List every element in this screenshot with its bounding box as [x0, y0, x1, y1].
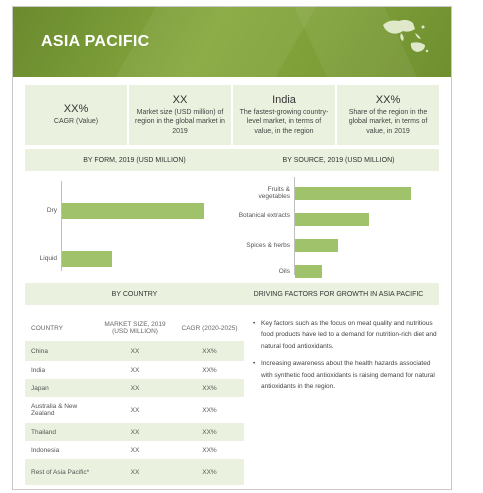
by-country-heading: BY COUNTRY: [25, 283, 244, 305]
kpi-value: XX: [172, 93, 188, 106]
category-label: Fruits & vegetables: [258, 185, 290, 201]
column-header-market-size: MARKET SIZE, 2019 (USD MILLION): [104, 321, 166, 335]
driving-factor-text: Increasing awareness about the health hazards associated with synthetic food antioxidants is raising demand for natural antioxidants in the region.: [261, 360, 435, 390]
market-size-cell: XX: [95, 341, 175, 361]
column-header-country: COUNTRY: [31, 324, 64, 332]
driving-factor-item: [253, 358, 439, 392]
by-form-heading: BY FORM, 2019 (USD MILLION): [25, 149, 244, 171]
header-banner: [13, 7, 451, 77]
kpi-label: Market size (USD million) of region in the global market in 2019: [135, 108, 225, 135]
bar: [295, 239, 338, 252]
cagr-cell: XX%: [202, 406, 217, 414]
kpi-label: Share of the region in the global market, in terms of value, in 2019: [348, 108, 428, 135]
kpi-market-size: [129, 85, 231, 145]
market-size-cell: XX: [130, 446, 140, 454]
cagr-cell: XX%: [175, 341, 244, 361]
market-size-cell: XX: [95, 379, 175, 397]
kpi-fastest-growing: [233, 85, 335, 145]
table-row: [25, 423, 244, 441]
market-size-cell: XX: [130, 366, 140, 374]
market-size-cell: XX: [95, 423, 175, 441]
cagr-cell: XX%: [202, 446, 217, 454]
category-label: Oils: [278, 267, 290, 275]
by-source-heading: BY SOURCE, 2019 (USD MILLION): [238, 149, 439, 171]
table-row: [25, 361, 244, 379]
country-cell: Australia & New Zealand: [31, 403, 78, 417]
category-label: Dry: [46, 207, 57, 214]
driving-factor-text: Key factors such as the focus on meat quality and nutritious food products have led to a demand for nutrition-rich diet and natural food antioxidants.: [261, 320, 437, 350]
kpi-label: CAGR (Value): [53, 118, 99, 126]
kpi-row: [25, 85, 439, 145]
bullet-icon: •: [253, 320, 256, 327]
country-cell: China: [25, 341, 95, 361]
by-source-chart: [238, 175, 439, 279]
bar: [295, 213, 369, 226]
bar: [295, 265, 322, 278]
driving-factors-list: [253, 318, 439, 398]
cagr-cell: XX%: [175, 379, 244, 397]
country-cell: Rest of Asia Pacific*: [25, 459, 95, 485]
kpi-value: XX%: [375, 93, 401, 106]
kpi-value: XX%: [63, 103, 89, 116]
cagr-cell: XX%: [175, 423, 244, 441]
table-row: [25, 341, 244, 361]
country-cell: India: [31, 366, 46, 374]
cagr-cell: XX%: [175, 459, 244, 485]
bar: [62, 203, 204, 219]
kpi-label: The fastest-growing country-level market, in terms of value, in the region: [239, 108, 329, 135]
country-cell: Thailand: [25, 423, 95, 441]
kpi-region-share: [337, 85, 439, 145]
page-title: ASIA PACIFIC: [41, 33, 150, 50]
bar: [62, 251, 112, 267]
asia-pacific-map-icon: [379, 15, 431, 55]
country-table: [25, 315, 244, 485]
table-row: [25, 379, 244, 397]
column-header-cagr: CAGR (2020-2025): [181, 324, 238, 332]
by-form-chart: [25, 175, 244, 279]
driving-factor-item: [253, 318, 439, 352]
infographic-frame: [12, 6, 452, 490]
category-label: Spices & herbs: [246, 241, 290, 249]
country-cell: Japan: [25, 379, 95, 397]
market-size-cell: XX: [95, 459, 175, 485]
table-row: [25, 441, 244, 459]
bullet-icon: •: [253, 360, 256, 368]
kpi-cagr: [25, 85, 127, 145]
table-row: [25, 459, 244, 485]
table-header-row: [25, 315, 244, 341]
market-size-cell: XX: [130, 406, 140, 414]
driving-factors-heading: DRIVING FACTORS FOR GROWTH IN ASIA PACIFIC: [238, 283, 439, 305]
kpi-value: India: [272, 93, 296, 106]
table-row: [25, 397, 244, 423]
cagr-cell: XX%: [202, 366, 217, 374]
category-label: Liquid: [39, 255, 57, 262]
bar: [295, 187, 411, 200]
country-cell: Indonesia: [31, 446, 60, 454]
category-label: Botanical extracts: [238, 211, 290, 219]
